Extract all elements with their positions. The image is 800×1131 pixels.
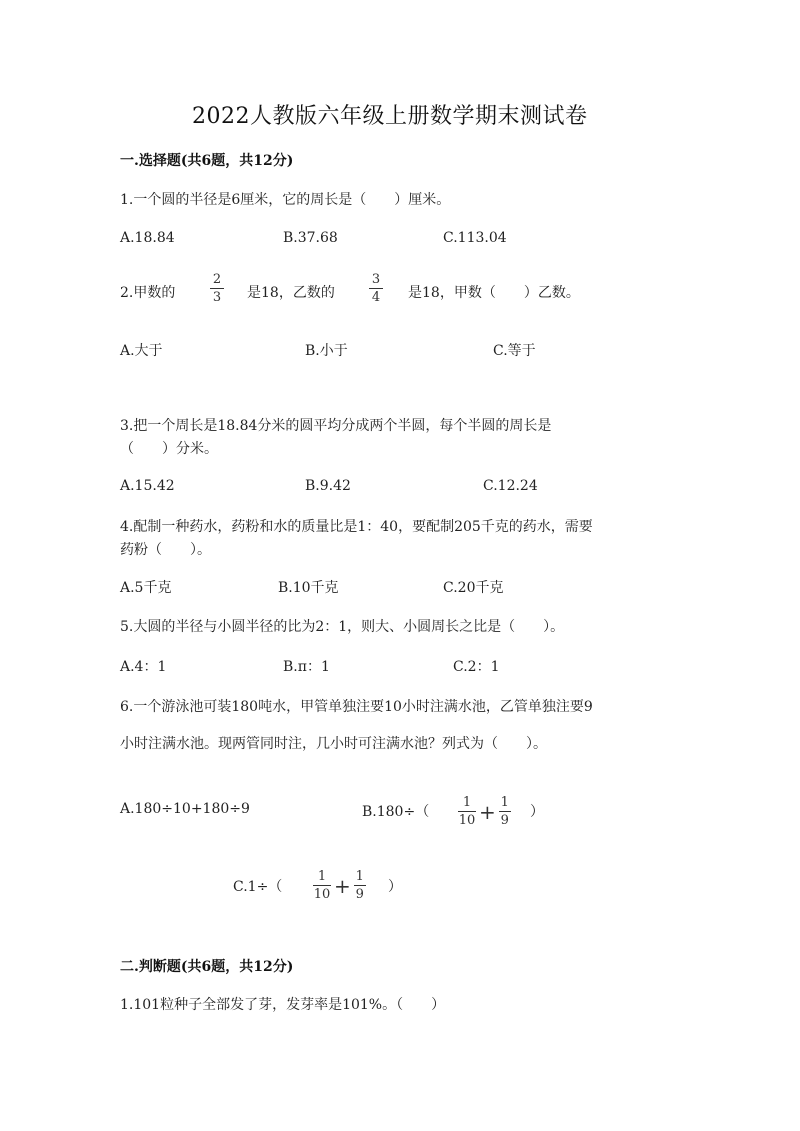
question-3-option-b: B.9.42 xyxy=(305,478,351,494)
fraction-one-ninth xyxy=(499,795,511,828)
question-2-option-b: B.小于 xyxy=(305,343,348,359)
question-6-text-line2: 小时注满水池。现两管同时注，几小时可注满水池？列式为（ ）。 xyxy=(120,736,547,752)
fraction-numerator: 1 xyxy=(355,869,364,884)
fraction-bar xyxy=(458,811,476,812)
fraction-numerator: 2 xyxy=(212,272,222,287)
fraction-bar xyxy=(210,288,224,289)
fraction-one-ninth xyxy=(354,869,366,902)
page-title: 2022人教版六年级上册数学期末测试卷 xyxy=(192,104,588,129)
fraction-denominator: 9 xyxy=(500,813,509,828)
question-6-option-b-prefix: B.180÷（ xyxy=(362,804,430,820)
fraction-bar xyxy=(369,288,383,289)
section-heading-true-false: 二.判断题(共6题，共12分) xyxy=(120,959,294,975)
fraction-two-thirds xyxy=(210,272,224,305)
question-6-option-c-fraction-sum xyxy=(313,869,366,902)
question-1-option-b: B.37.68 xyxy=(283,230,338,246)
section-heading-choice: 一.选择题(共6题，共12分) xyxy=(120,153,294,169)
fraction-numerator: 1 xyxy=(317,869,327,884)
question-6-option-b-suffix: ） xyxy=(530,804,544,820)
fraction-denominator: 9 xyxy=(355,887,364,902)
question-1-option-a: A.18.84 xyxy=(120,230,175,246)
question-6-option-c-suffix: ） xyxy=(388,879,402,895)
question-5-option-c: C.2：1 xyxy=(453,659,500,675)
fraction-numerator: 1 xyxy=(500,795,509,810)
question-2-option-c: C.等于 xyxy=(493,343,536,359)
fraction-one-tenth xyxy=(458,795,476,828)
question-3-text-line2: （ ）分米。 xyxy=(120,441,218,457)
question-4-option-b: B.10千克 xyxy=(278,580,339,596)
question-1-text: 1.一个圆的半径是6厘米，它的周长是（ ）厘米。 xyxy=(120,192,451,208)
fraction-bar xyxy=(313,885,331,886)
question-3-option-c: C.12.24 xyxy=(483,478,538,494)
question-5-text: 5.大圆的半径与小圆半径的比为2：1，则大、小圆周长之比是（ ）。 xyxy=(120,619,565,635)
question-2-text-part2: 是18，乙数的 xyxy=(247,285,335,301)
question-4-option-c: C.20千克 xyxy=(443,580,504,596)
fraction-bar xyxy=(499,811,511,812)
question-6-option-c-prefix: C.1÷（ xyxy=(233,879,283,895)
question-6-option-a: A.180÷10+180÷9 xyxy=(120,801,250,817)
fraction-denominator: 4 xyxy=(371,290,381,305)
fraction-numerator: 1 xyxy=(462,795,472,810)
fraction-denominator: 10 xyxy=(458,813,476,828)
question-5-option-b: B.π：1 xyxy=(283,659,330,675)
fraction-denominator: 3 xyxy=(212,290,222,305)
question-4-text-line1: 4.配制一种药水，药粉和水的质量比是1：40，要配制205千克的药水，需要 xyxy=(120,519,593,535)
fraction-one-tenth xyxy=(313,869,331,902)
question-5-option-a: A.4：1 xyxy=(120,659,167,675)
question-1-option-c: C.113.04 xyxy=(443,230,507,246)
question-3-option-a: A.15.42 xyxy=(120,478,175,494)
question-2-text-part1: 2.甲数的 xyxy=(120,285,176,301)
fraction-denominator: 10 xyxy=(313,887,331,902)
question-3-text-line1: 3.把一个周长是18.84分米的圆平均分成两个半圆，每个半圆的周长是 xyxy=(120,418,552,434)
question-6-text-line1: 6.一个游泳池可装180吨水，甲管单独注要10小时注满水池，乙管单独注要9 xyxy=(120,699,593,715)
fraction-bar xyxy=(354,885,366,886)
question-4-text-line2: 药粉（ ）。 xyxy=(120,542,211,558)
fraction-three-quarters xyxy=(369,272,383,305)
plus-sign: + xyxy=(479,799,496,824)
question-6-option-b-fraction-sum xyxy=(458,795,511,828)
question-2-option-a: A.大于 xyxy=(120,343,163,359)
question-4-option-a: A.5千克 xyxy=(120,580,172,596)
plus-sign: + xyxy=(334,873,351,898)
fraction-numerator: 3 xyxy=(371,272,381,287)
question-2-text-part3: 是18，甲数（ ）乙数。 xyxy=(408,285,580,301)
tf-question-1-text: 1.101粒种子全部发了芽，发芽率是101%。（ ） xyxy=(120,997,446,1013)
